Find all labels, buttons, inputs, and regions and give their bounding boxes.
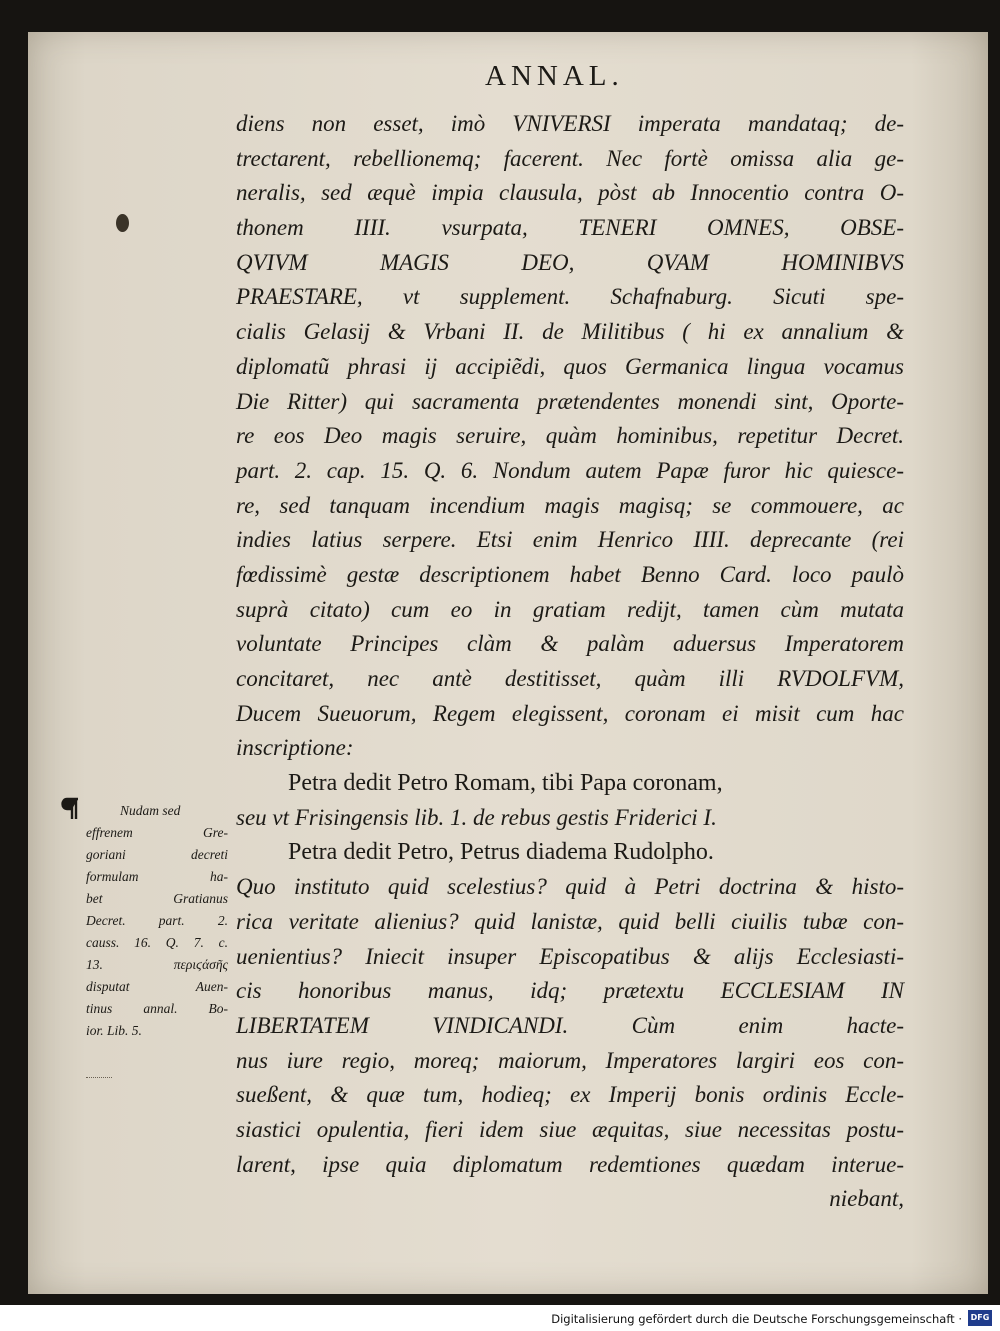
text-line: diplomatũ phrasi ij accipiẽdi, quos Germanica lingua vocamus bbox=[236, 353, 904, 379]
verse-line: Petra dedit Petro Romam, tibi Papa coronam, bbox=[288, 770, 723, 797]
text-line: thonem IIII. vsurpata, TENERI OMNES, OBSE- bbox=[236, 215, 904, 241]
text-line: cis honoribus manus, idq; prætextu ECCLESIAM IN bbox=[236, 978, 904, 1004]
note-line: Decret. part. 2. bbox=[86, 913, 228, 928]
digitization-footer bbox=[0, 1305, 1000, 1331]
text-line: voluntate Principes clàm & palàm aduersus Imperatorem bbox=[236, 631, 904, 657]
text-line: Die Ritter) qui sacramenta prætendentes monendi sint, Oporte- bbox=[236, 388, 904, 414]
note-line: disputat Auen- bbox=[86, 979, 228, 994]
note-line: 13. περιϛάσῆς bbox=[86, 957, 228, 972]
text-line: fœdissimè gestæ descriptionem habet Benno Card. loco paulò bbox=[236, 561, 904, 587]
text-line: uenientius? Iniecit insuper Episcopatibus & alijs Ecclesiasti- bbox=[236, 943, 904, 969]
text-line: suprà citato) cum eo in gratiam redijt, tamen cùm mutata bbox=[236, 596, 904, 622]
text-line: seu vt Frisingensis lib. 1. de rebus gestis Friderici I. bbox=[236, 804, 717, 830]
ink-stain bbox=[116, 214, 129, 232]
dfg-logo-icon: DFG bbox=[968, 1310, 992, 1326]
note-divider bbox=[86, 1077, 112, 1078]
text-line: indies latius serpere. Etsi enim Henrico IIII. deprecante (rei bbox=[236, 527, 904, 553]
text-line: LIBERTATEM VINDICANDI. Cùm enim hacte- bbox=[236, 1012, 904, 1038]
text-line: nus iure regio, moreq; maiorum, Imperatores largiri eos con- bbox=[236, 1047, 904, 1073]
catchword: niebant, bbox=[829, 1186, 904, 1212]
note-line: causs. 16. Q. 7. c. bbox=[86, 935, 228, 950]
text-line: concitaret, nec antè destitisset, quàm illi RVDOLFVM, bbox=[236, 666, 904, 691]
running-head: ANNAL. bbox=[485, 60, 624, 92]
note-line: formulam ha- bbox=[86, 869, 228, 884]
text-line: rica veritate alienius? quid lanistæ, quid belli ciuilis tubæ con- bbox=[236, 908, 904, 934]
note-line: Nudam sed bbox=[120, 803, 181, 818]
marginal-note bbox=[86, 800, 228, 1042]
text-line: part. 2. cap. 15. Q. 6. Nondum autem Papæ furor hic quiesce- bbox=[236, 457, 904, 483]
text-line: QVIVM MAGIS DEO, QVAM HOMINIBVS bbox=[236, 249, 904, 275]
note-line: tinus annal. Bo- bbox=[86, 1001, 228, 1016]
text-line: siastici opulentia, fieri idem siue æquitas, siue necessitas postu- bbox=[236, 1116, 904, 1142]
text-line: neralis, sed æquè impia clausula, pòst ab Innocentio contra O- bbox=[236, 180, 904, 206]
text-line: Quo instituto quid scelestius? quid à Petri doctrina & histo- bbox=[236, 874, 904, 900]
note-line: bet Gratianus bbox=[86, 891, 228, 906]
note-line: effrenem Gre- bbox=[86, 825, 228, 840]
main-text-block bbox=[236, 107, 904, 1217]
note-line: ior. Lib. 5. bbox=[86, 1023, 142, 1038]
text-line: diens non esset, imò VNIVERSI imperata mandataq; de- bbox=[236, 111, 904, 136]
text-line: Ducem Sueuorum, Regem elegissent, coronam ei misit cum hac bbox=[236, 700, 904, 726]
text-line: re eos Deo magis seruire, quàm hominibus, repetitur Decret. bbox=[236, 423, 904, 449]
funding-credit: Digitalisierung gefördert durch die Deutsche Forschungsgemeinschaft · bbox=[551, 1312, 962, 1326]
text-line: sueßent, & quæ tum, hodieq; ex Imperij bonis ordinis Eccle- bbox=[236, 1082, 904, 1108]
text-line: larent, ipse quia diplomatum redemtiones quædam interue- bbox=[236, 1151, 904, 1177]
text-line: PRAESTARE, vt supplement. Schafnaburg. Sicuti spe- bbox=[236, 284, 904, 310]
text-line: inscriptione: bbox=[236, 735, 354, 761]
verse-line: Petra dedit Petro, Petrus diadema Rudolpho. bbox=[288, 839, 714, 866]
text-line: re, sed tanquam incendium magis magisq; se commouere, ac bbox=[236, 492, 904, 518]
text-line: trectarent, rebellionemq; facerent. Nec fortè omissa alia ge- bbox=[236, 145, 904, 171]
pilcrow-icon bbox=[58, 796, 84, 822]
text-line: cialis Gelasij & Vrbani II. de Militibus ( hi ex annalium & bbox=[236, 319, 904, 345]
note-line: goriani decreti bbox=[86, 847, 228, 862]
